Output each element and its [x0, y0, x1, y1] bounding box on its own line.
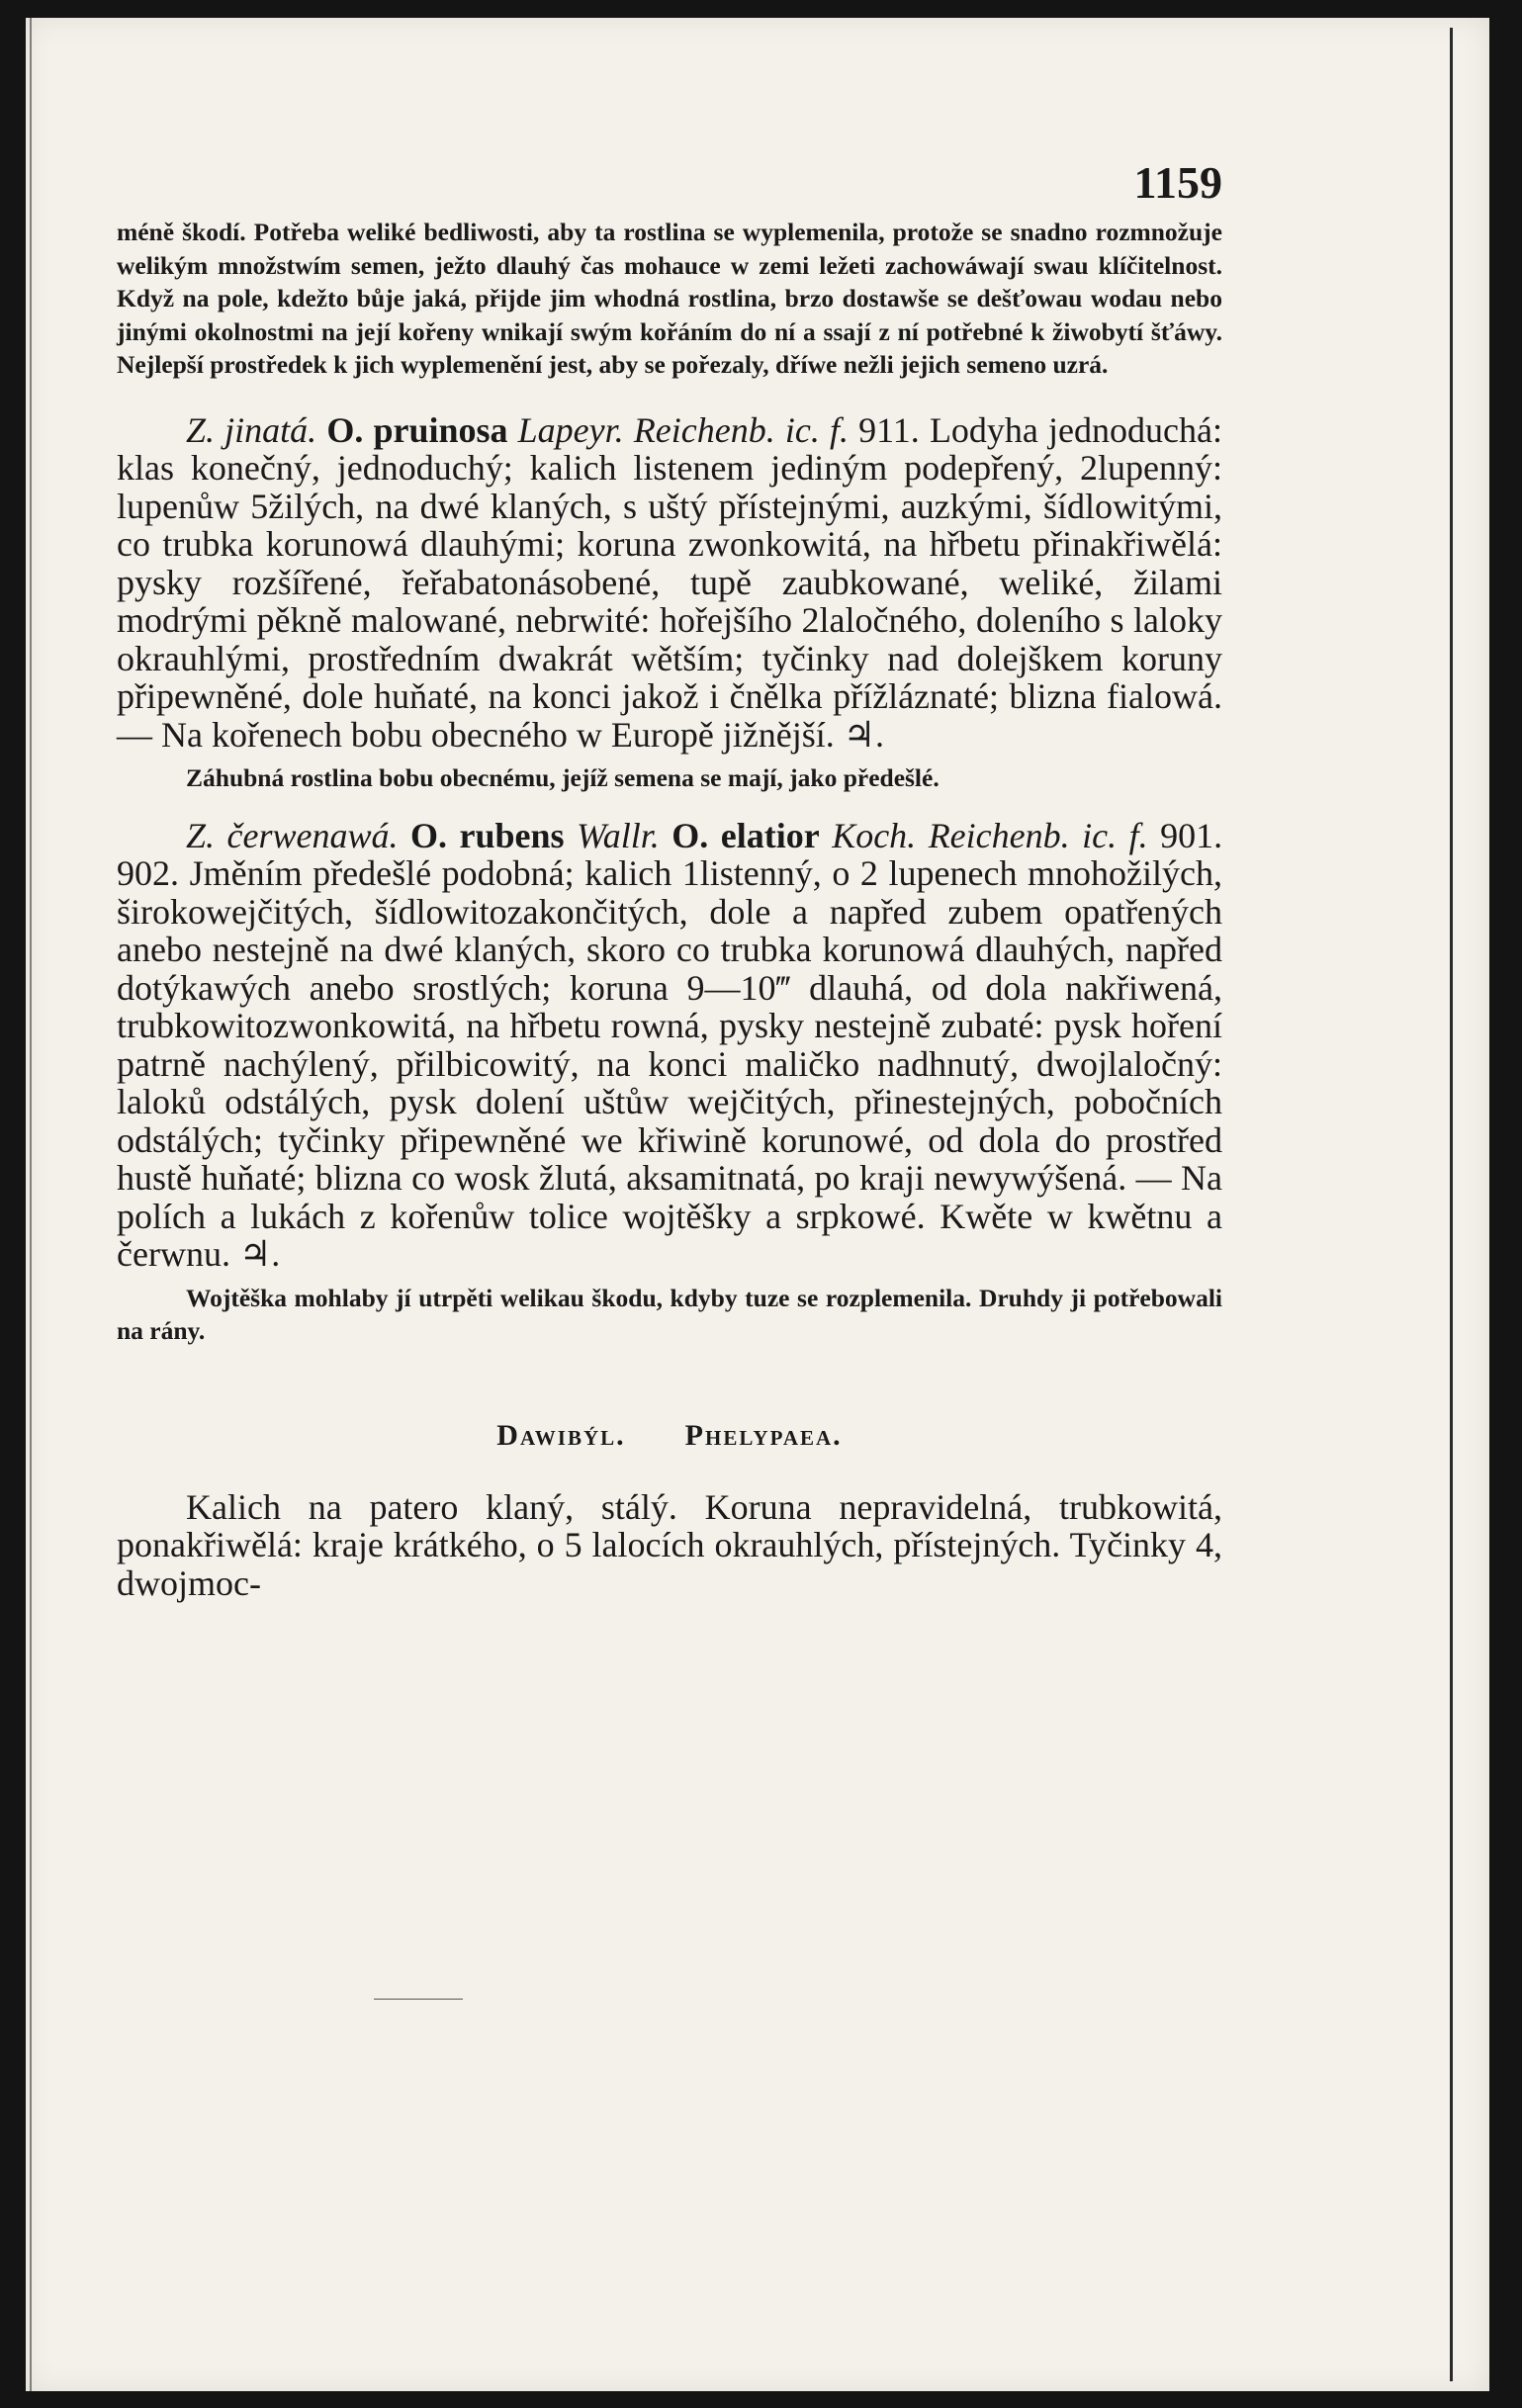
genus-name-latin: Phelypaea. — [684, 1418, 843, 1452]
synonym-author-2: Koch. — [832, 815, 917, 855]
synonym-author: Wallr. — [577, 815, 660, 855]
species-description: 911. Lodyha jednoduchá: klas konečný, jednoduchý; kalich listenem jediným podepřený, 2lupenný: lupenůw 5žilých, na dwé klaných, s uštý přístejnými, auzkými, šídlowitými, co trubka korunowá dlauhými; koruna zwonkowitá, na hřbetu přinakřiwělá: pysky rozšířené, řeřabatonásobené, tupě zaubkowané, weliké, žilami modrými pěkně malowané, nebrwité: hořejšího 2laločného, doleního s laloky okrauhlými, prostředním dwakrát wětším; tyčinky nad dolejškem koruny připewněné, dole huňaté, na konci jakož i čnělka přížláznaté; blizna fialowá. — Na kořenech bobu obecného w Europě jižnější. ♃. — [117, 409, 1222, 755]
species-note-text: Wojtěška mohlaby jí utrpěti welikau škodu, kdyby tuze se rozplemenila. Druhdy ji potřebowali na rány. — [117, 1283, 1222, 1345]
species-note — [117, 761, 1222, 795]
page-number: 1159 — [1133, 157, 1222, 208]
genus-description-text: Kalich na patero klaný, stálý. Koruna nepravidelná, trubkowitá, ponakřiwělá: kraje krátkého, o 5 lalocích okrauhlých, přístejných. Tyčinky 4, dwojmoc- — [117, 1486, 1222, 1603]
page-text — [117, 216, 1222, 1602]
book-page — [26, 18, 1489, 2391]
species-name: Z. jinatá. — [186, 409, 317, 450]
species-entry-2 — [117, 817, 1222, 1274]
species-name: Z. čerwenawá. — [186, 815, 399, 855]
synonym-2: O. elatior — [671, 815, 820, 855]
reference: Reichenb. ic. f. — [633, 409, 849, 450]
synonym: O. pruinosa — [326, 409, 508, 450]
synonym-author: Lapeyr. — [517, 409, 624, 450]
paragraph-intro: méně škodí. Potřeba weliké bedliwosti, aby ta rostlina se wyplemenila, protože se snadno rozmnožuje welikým množstwím semen, ježto dlauhý čas mohauce w zemi ležeti zachowáwají swau klíčitelnost. Když na pole, kdežto bůje jaká, přijde jim whodná rostlina, brzo dostawše se dešťowau wodau nebo jinými okolnostmi na její kořeny wnikají swým kořáním do ní a ssají z ní potřebné k žiwobytí šťáwy. Nejlepší prostředek k jich wyplemenění jest, aby se pořezaly, dříwe nežli jejich semeno uzrá. — [117, 218, 1222, 379]
synonym: O. rubens — [409, 815, 565, 855]
species-note — [117, 1282, 1222, 1348]
decorative-rule — [374, 1999, 463, 2000]
page-edge-right — [1450, 28, 1453, 2381]
genus-description — [117, 1488, 1222, 1603]
species-entry-1 — [117, 411, 1222, 755]
genus-name-czech: Dawibýl. — [496, 1418, 626, 1452]
genus-heading — [117, 1419, 1222, 1453]
species-description: 901. 902. Jměním předešlé podobná; kalich 1listenný, o 2 lupenech mnohožilých, širokowejčitých, šídlowitozakončitých, dole a napřed zubem opatřených anebo nestejně na dwé klaných, skoro co trubka korunowá dlauhých, napřed dotýkawých anebo srostlých; koruna 9—10‴ dlauhá, od dola nakřiwená, trubkowitozwonkowitá, na hřbetu rowná, pysky nestejně zubaté: pysk hoření patrně nachýlený, přilbicowitý, na konci maličko nadhnutý, dwojlaločný: laloků odstálých, pysk dolení uštůw wejčitých, přinestejných, pobočních odstálých; tyčinky připewněné we křiwině korunowé, od dola do prostřed hustě huňaté; blizna co wosk žlutá, aksamitnatá, po kraji newywýšená. — Na polích a lukách z kořenůw tolice wojtěšky a srpkowé. Kwěte w kwětnu a čerwnu. ♃. — [117, 815, 1223, 1274]
reference: Reichenb. ic. f. — [928, 815, 1148, 855]
page-edge-left — [30, 18, 32, 2391]
species-note-text: Záhubná rostlina bobu obecnému, jejíž semena se mají, jako předešlé. — [186, 763, 940, 792]
